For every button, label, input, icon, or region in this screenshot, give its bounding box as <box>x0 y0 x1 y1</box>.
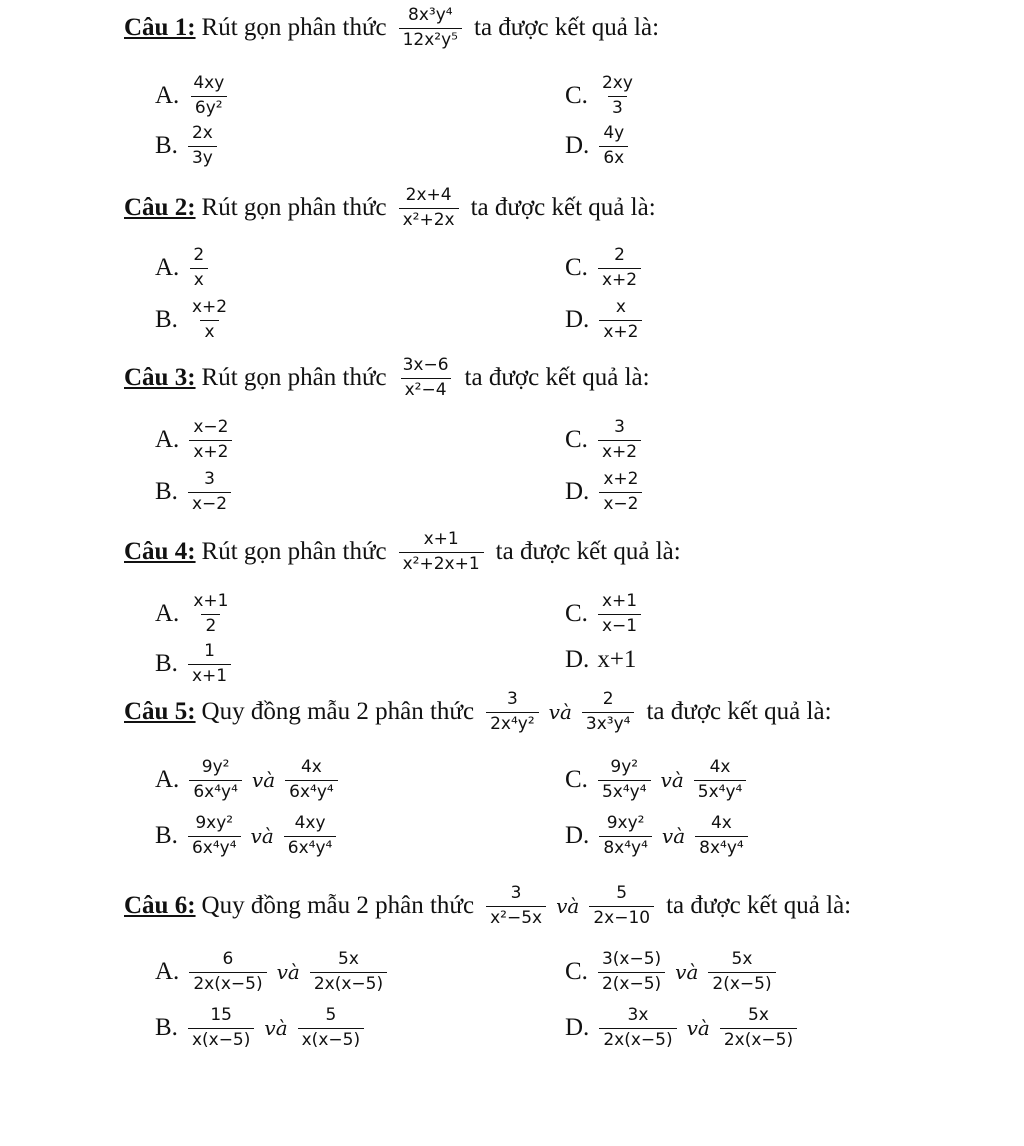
option-letter: D. <box>565 822 590 850</box>
question-text: Rút gọn phân thức <box>201 538 387 566</box>
option-fraction <box>188 124 217 168</box>
conjunction: và <box>250 824 274 849</box>
numerator: 3 <box>506 689 518 709</box>
conjunction: và <box>661 824 686 849</box>
numerator: 9xy² <box>195 813 234 833</box>
option-letter: B. <box>155 1014 178 1042</box>
numerator: 8x³y⁴ <box>408 5 453 25</box>
denominator: x²−4 <box>401 378 451 401</box>
option-fraction <box>599 470 642 514</box>
option-fraction-2 <box>310 950 387 994</box>
option-fraction-2 <box>298 1006 364 1050</box>
option-letter: A. <box>155 82 180 110</box>
option-fraction <box>189 950 266 994</box>
numerator: 3 <box>614 417 625 437</box>
option-letter: A. <box>155 254 180 282</box>
denominator: x−2 <box>188 492 231 515</box>
numerator: 2 <box>193 245 205 265</box>
question-fraction <box>486 690 539 734</box>
denominator: x−2 <box>599 492 642 515</box>
numerator: 4x <box>300 757 322 777</box>
numerator: 15 <box>210 1005 232 1025</box>
option-fraction <box>188 298 231 342</box>
option-fraction <box>599 814 652 858</box>
denominator: 2 <box>201 614 220 637</box>
denominator: 5x⁴y⁴ <box>694 780 747 803</box>
denominator: 6x⁴y⁴ <box>189 780 242 803</box>
option-fraction <box>598 950 665 994</box>
option-fraction <box>599 124 628 168</box>
conjunction: và <box>556 894 580 919</box>
question-suffix: ta được kết quả là: <box>666 892 852 920</box>
denominator: x+2 <box>598 268 641 291</box>
denominator: 3x³y⁴ <box>582 712 635 735</box>
option-fraction <box>598 418 641 462</box>
conjunction: và <box>264 1016 288 1041</box>
option-b[interactable] <box>155 124 219 168</box>
question-stem <box>124 186 656 230</box>
option-d[interactable] <box>565 470 644 514</box>
denominator: 6x⁴y⁴ <box>284 836 337 859</box>
numerator: 2 <box>602 689 614 709</box>
option-fraction-2 <box>708 950 775 994</box>
question-label: Câu 5: <box>124 698 196 726</box>
numerator: x+1 <box>601 591 638 611</box>
option-c[interactable] <box>565 246 643 290</box>
denominator: 2x(x−5) <box>599 1028 676 1051</box>
option-d[interactable] <box>565 298 644 342</box>
denominator: 8x⁴y⁴ <box>695 836 748 859</box>
question-suffix: ta được kết quả là: <box>470 194 656 222</box>
question-text: Rút gọn phân thức <box>201 364 387 392</box>
option-letter: D. <box>565 306 590 334</box>
option-c[interactable] <box>565 950 778 994</box>
numerator: x <box>615 297 626 317</box>
option-a[interactable] <box>155 246 210 290</box>
option-c[interactable] <box>565 592 643 636</box>
numerator: 5x <box>731 949 753 969</box>
question-fraction <box>399 186 459 230</box>
question-stem <box>124 530 681 574</box>
denominator: 2(x−5) <box>708 972 775 995</box>
question-suffix: ta được kết quả là: <box>495 538 681 566</box>
numerator: 6 <box>222 949 234 969</box>
denominator: 12x²y⁵ <box>399 28 462 51</box>
option-b[interactable] <box>155 642 233 686</box>
option-b[interactable] <box>155 470 233 514</box>
denominator: x+2 <box>598 440 641 463</box>
denominator: 2x(x−5) <box>189 972 266 995</box>
denominator: x(x−5) <box>298 1028 364 1051</box>
option-c[interactable] <box>565 758 748 802</box>
question-fraction <box>486 884 546 928</box>
option-b[interactable] <box>155 298 233 342</box>
question-text: Rút gọn phân thức <box>201 14 387 42</box>
conjunction: và <box>686 1016 710 1041</box>
option-letter: A. <box>155 766 180 794</box>
numerator: 3 <box>204 469 215 489</box>
option-fraction <box>598 74 637 118</box>
denominator: 2x⁴y² <box>486 712 539 735</box>
question-suffix: ta được kết quả là: <box>646 698 832 726</box>
denominator: x+2 <box>189 440 232 463</box>
numerator: 4xy <box>193 73 225 93</box>
option-letter: C. <box>565 600 588 628</box>
numerator: 3x <box>627 1005 649 1025</box>
option-letter: A. <box>155 958 180 986</box>
option-fraction <box>598 758 651 802</box>
numerator: 2x+4 <box>405 185 452 205</box>
question-stem <box>124 690 832 734</box>
option-a[interactable] <box>155 74 230 118</box>
option-c[interactable] <box>565 74 639 118</box>
numerator: x+2 <box>191 297 228 317</box>
option-d[interactable] <box>565 1006 799 1050</box>
numerator: 5 <box>616 883 628 903</box>
option-a[interactable] <box>155 592 234 636</box>
question-fraction <box>399 356 453 400</box>
numerator: x+2 <box>603 469 639 489</box>
option-letter: C. <box>565 82 588 110</box>
option-fraction <box>188 1006 254 1050</box>
denominator: 2x−10 <box>589 906 654 929</box>
numerator: 4y <box>603 123 625 143</box>
denominator: x²−5x <box>486 906 546 929</box>
option-fraction <box>599 298 642 342</box>
option-letter: B. <box>155 822 178 850</box>
question-fraction <box>399 6 462 50</box>
question-label: Câu 2: <box>124 194 196 222</box>
denominator: 2x(x−5) <box>720 1028 797 1051</box>
numerator: 3x−6 <box>402 355 449 375</box>
option-fraction <box>598 592 641 636</box>
question-stem <box>124 884 851 928</box>
numerator: 1 <box>204 641 215 661</box>
numerator: 5x <box>748 1005 769 1025</box>
question-fraction-2 <box>589 884 654 928</box>
conjunction: và <box>675 960 699 985</box>
conjunction: và <box>276 960 300 985</box>
option-letter: D. <box>565 132 590 160</box>
question-text: Quy đồng mẫu 2 phân thức <box>201 698 475 726</box>
denominator: 6x⁴y⁴ <box>188 836 241 859</box>
numerator: 9y² <box>201 757 230 777</box>
option-fraction <box>188 814 241 858</box>
numerator: 9xy² <box>606 813 645 833</box>
question-text: Quy đồng mẫu 2 phân thức <box>201 892 475 920</box>
denominator: 6x⁴y⁴ <box>285 780 338 803</box>
denominator: 2(x−5) <box>598 972 665 995</box>
denominator: 3y <box>188 146 217 169</box>
option-fraction <box>189 758 242 802</box>
question-stem <box>124 356 650 400</box>
conjunction: và <box>660 768 684 793</box>
numerator: 2 <box>614 245 625 265</box>
option-letter: D. <box>565 646 590 673</box>
denominator: x <box>200 320 218 343</box>
question-label: Câu 1: <box>124 14 196 42</box>
denominator: x+1 <box>188 664 231 687</box>
numerator: 4x <box>710 813 732 833</box>
numerator: 4x <box>709 757 731 777</box>
question-stem <box>124 6 659 50</box>
numerator: 5x <box>338 949 359 969</box>
denominator: x <box>190 268 208 291</box>
option-fraction <box>189 418 232 462</box>
option-fraction <box>189 592 232 636</box>
option-letter: C. <box>565 426 588 454</box>
numerator: 2x <box>191 123 213 143</box>
option-value: x+1 <box>597 646 637 673</box>
option-a[interactable] <box>155 418 234 462</box>
option-fraction <box>189 74 228 118</box>
numerator: 3 <box>510 883 522 903</box>
numerator: x+1 <box>193 591 229 611</box>
option-fraction-2 <box>284 814 337 858</box>
option-letter: C. <box>565 766 588 794</box>
question-label: Câu 4: <box>124 538 196 566</box>
denominator: x−1 <box>598 614 641 637</box>
denominator: 6x <box>599 146 628 169</box>
option-fraction <box>189 246 208 290</box>
question-fraction <box>399 530 484 574</box>
option-d[interactable] <box>565 124 630 168</box>
option-letter: A. <box>155 426 180 454</box>
question-text: Rút gọn phân thức <box>201 194 387 222</box>
option-fraction-2 <box>695 814 748 858</box>
option-fraction-2 <box>720 1006 797 1050</box>
option-a[interactable] <box>155 950 389 994</box>
denominator: 6y² <box>191 96 227 119</box>
option-fraction <box>599 1006 676 1050</box>
question-suffix: ta được kết quả là: <box>474 14 660 42</box>
denominator: x(x−5) <box>188 1028 254 1051</box>
numerator: 5 <box>325 1005 337 1025</box>
option-b[interactable] <box>155 1006 366 1050</box>
denominator: x²+2x <box>399 208 459 231</box>
option-letter: A. <box>155 600 180 628</box>
question-fraction-2 <box>582 690 635 734</box>
option-letter: D. <box>565 1014 590 1042</box>
conjunction: và <box>548 700 572 725</box>
numerator: 2xy <box>601 73 633 93</box>
denominator: x²+2x+1 <box>399 552 484 575</box>
question-suffix: ta được kết quả là: <box>464 364 650 392</box>
numerator: x+1 <box>423 529 459 549</box>
option-a[interactable] <box>155 758 340 802</box>
option-letter: B. <box>155 306 178 334</box>
question-label: Câu 6: <box>124 892 196 920</box>
option-letter: D. <box>565 478 590 506</box>
numerator: 4xy <box>294 813 326 833</box>
option-fraction <box>188 470 231 514</box>
numerator: 3(x−5) <box>601 949 662 969</box>
option-d[interactable] <box>565 646 636 674</box>
denominator: 2x(x−5) <box>310 972 387 995</box>
question-label: Câu 3: <box>124 364 196 392</box>
option-letter: B. <box>155 650 178 678</box>
option-fraction-2 <box>285 758 338 802</box>
option-letter: B. <box>155 132 178 160</box>
option-letter: B. <box>155 478 178 506</box>
conjunction: và <box>251 768 276 793</box>
option-fraction <box>598 246 641 290</box>
numerator: x−2 <box>193 417 229 437</box>
option-letter: C. <box>565 958 588 986</box>
denominator: 3 <box>608 96 627 119</box>
numerator: 9y² <box>610 757 639 777</box>
option-letter: C. <box>565 254 588 282</box>
denominator: 5x⁴y⁴ <box>598 780 651 803</box>
option-fraction-2 <box>694 758 747 802</box>
option-b[interactable] <box>155 814 338 858</box>
option-fraction <box>188 642 231 686</box>
option-c[interactable] <box>565 418 643 462</box>
denominator: x+2 <box>599 320 642 343</box>
denominator: 8x⁴y⁴ <box>599 836 652 859</box>
option-d[interactable] <box>565 814 750 858</box>
